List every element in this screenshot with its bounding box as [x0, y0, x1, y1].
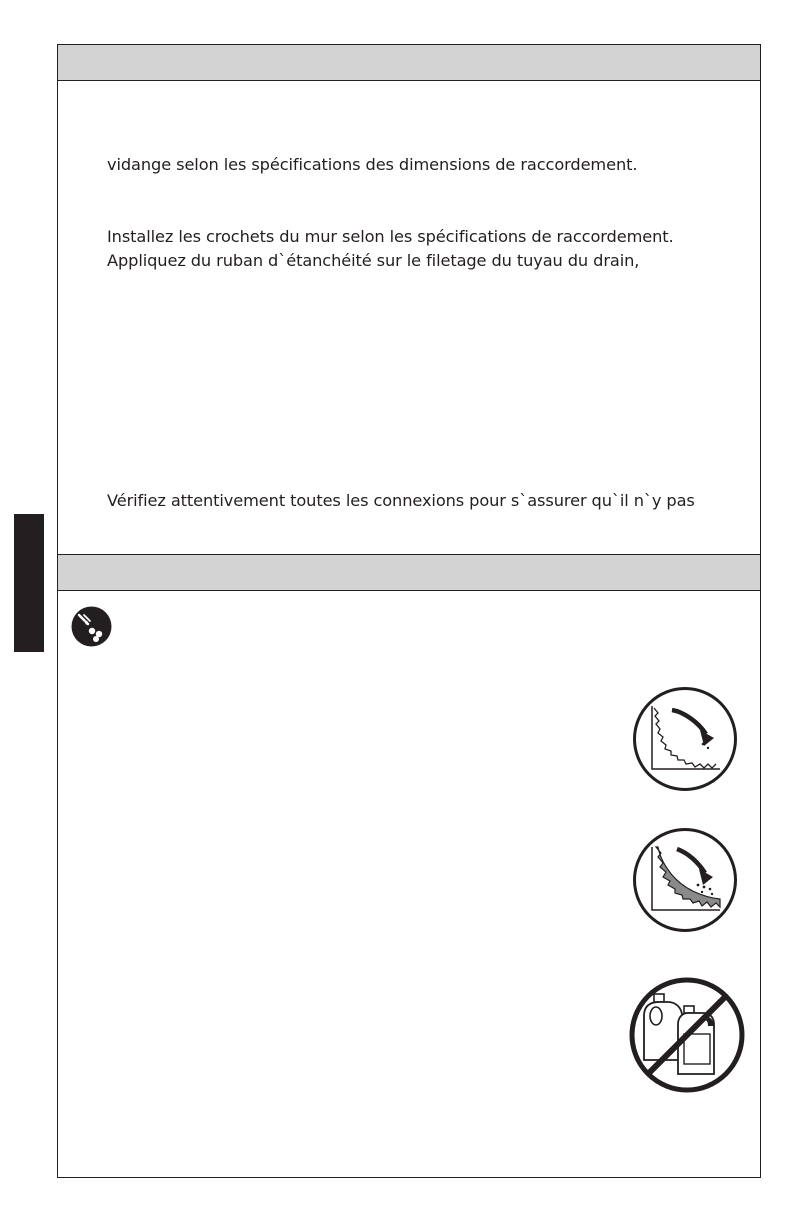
no-chemicals-icon: [628, 976, 746, 1094]
section-header-installation: [58, 45, 760, 81]
section-header-care: [58, 554, 760, 591]
install-text-line-4: Vérifiez attentivement toutes les connexions pour s`assurer qu`il n`y pas: [107, 491, 695, 510]
care-icon: [71, 606, 112, 647]
install-text-line-2: Installez les crochets du mur selon les spécifications de raccordement.: [107, 227, 674, 246]
abrasive-coarse-icon: [632, 827, 738, 933]
language-side-tab: [14, 514, 44, 652]
install-text-line-1: vidange selon les spécifications des dimensions de raccordement.: [107, 155, 638, 174]
abrasive-fine-icon: [632, 686, 738, 792]
install-text-line-3: Appliquez du ruban d`étanchéité sur le filetage du tuyau du drain,: [107, 251, 640, 270]
